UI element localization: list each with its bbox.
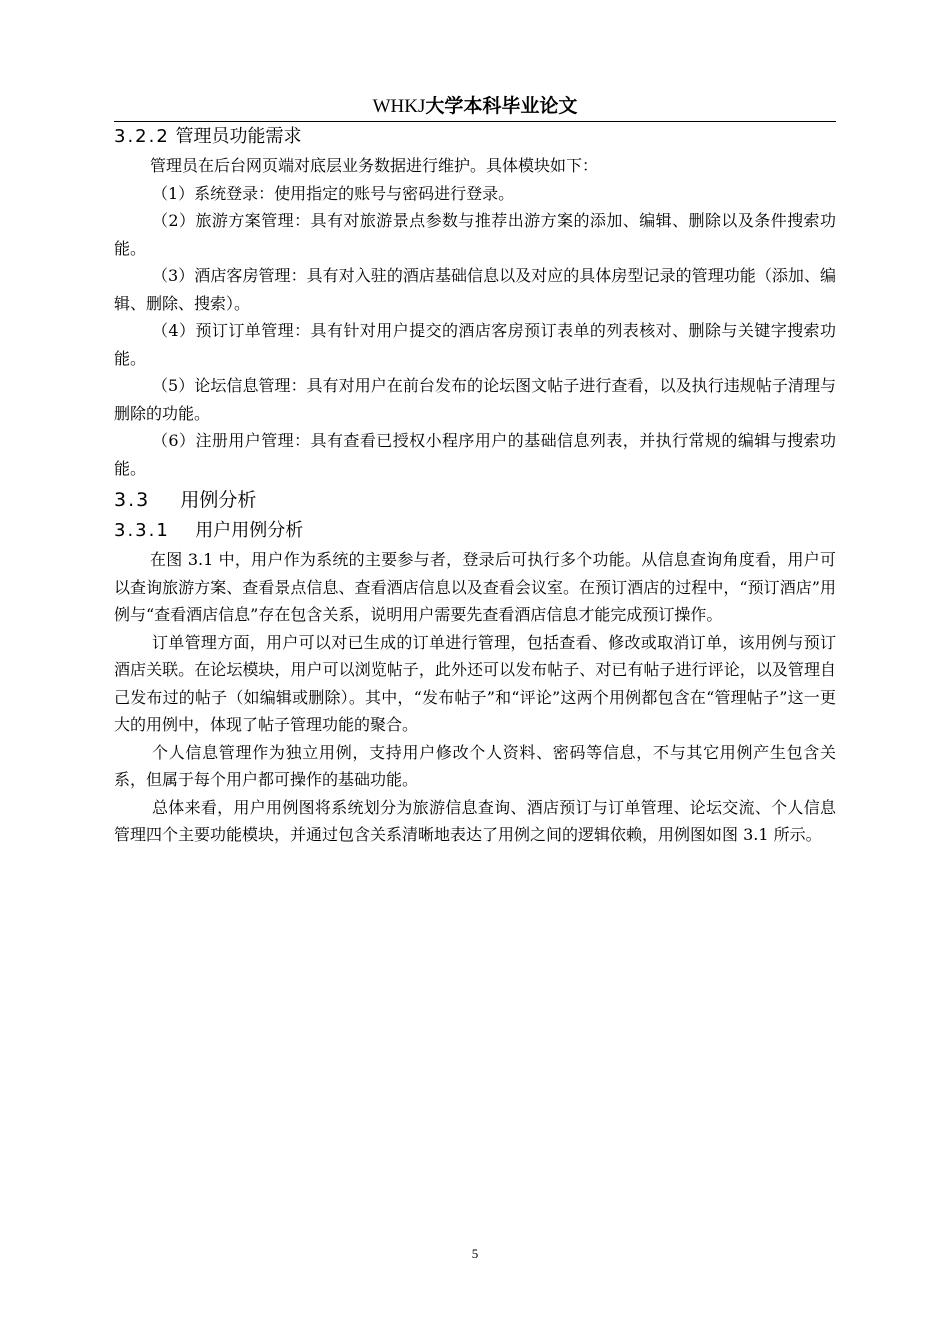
page-number: 5 — [471, 1246, 479, 1261]
list-item-5: （5）论坛信息管理：具有对用户在前台发布的论坛图文帖子进行查看，以及执行违规帖子清理与删除的功能。 — [114, 376, 836, 423]
paragraph-use-case-1: 在图 3.1 中，用户作为系统的主要参与者，登录后可执行多个功能。从信息查询角度看，用户可以查询旅游方案、查看景点信息、查看酒店信息以及查看会议室。在预订酒店的过程中，“预订酒店”用例与“查看酒店信息”存在包含关系，说明用户需要先查看酒店信息才能完成预订操作。 — [114, 550, 836, 624]
heading-3-3-1 — [114, 516, 836, 546]
list-item-2: （2）旅游方案管理：具有对旅游景点参数与推荐出游方案的添加、编辑、删除以及条件搜索功能。 — [114, 211, 836, 258]
header-title: 大学本科毕业论文 — [425, 95, 578, 117]
heading-number: 3.2.2 — [114, 126, 170, 147]
heading-number: 3.3.1 — [114, 520, 170, 541]
header-latin: WHKJ — [372, 96, 426, 117]
list-item-3: （3）酒店客房管理：具有对入驻的酒店基础信息以及对应的具体房型记录的管理功能（添加、编辑、删除、搜索）。 — [114, 266, 836, 313]
list-item-6: （6）注册用户管理：具有查看已授权小程序用户的基础信息列表，并执行常规的编辑与搜索功能。 — [114, 431, 836, 478]
paragraph-use-case-4: 总体来看，用户用例图将系统划分为旅游信息查询、酒店预订与订单管理、论坛交流、个人信息管理四个主要功能模块，并通过包含关系清晰地表达了用例之间的逻辑依赖，用例图如图 3.1 所示。 — [114, 797, 836, 844]
heading-title: 用例分析 — [180, 489, 257, 511]
heading-3-2-2 — [114, 122, 836, 152]
list-item-4: （4）预订订单管理：具有针对用户提交的酒店客房预订表单的列表核对、删除与关键字搜索功能。 — [114, 321, 836, 368]
heading-3-3 — [114, 484, 836, 516]
page-body — [114, 122, 836, 849]
heading-title: 用户用例分析 — [195, 520, 304, 541]
heading-number: 3.3 — [114, 489, 151, 511]
paragraph-use-case-3: 个人信息管理作为独立用例，支持用户修改个人资料、密码等信息，不与其它用例产生包含关系，但属于每个用户都可操作的基础功能。 — [114, 742, 836, 789]
paragraph-use-case-2: 订单管理方面，用户可以对已生成的订单进行管理，包括查看、修改或取消订单，该用例与预订酒店关联。在论坛模块，用户可以浏览帖子，此外还可以发布帖子、对已有帖子进行评论，以及管理自己发布过的帖子（如编辑或删除）。其中，“发布帖子”和“评论”这两个用例都包含在“管理帖子”这一更大的用例中，体现了帖子管理功能的聚合。 — [114, 632, 836, 734]
page-header — [114, 93, 836, 120]
list-item-1: （1）系统登录：使用指定的账号与密码进行登录。 — [152, 183, 515, 203]
heading-title: 管理员功能需求 — [175, 126, 302, 147]
paragraph-admin-intro: 管理员在后台网页端对底层业务数据进行维护。具体模块如下： — [150, 156, 599, 175]
